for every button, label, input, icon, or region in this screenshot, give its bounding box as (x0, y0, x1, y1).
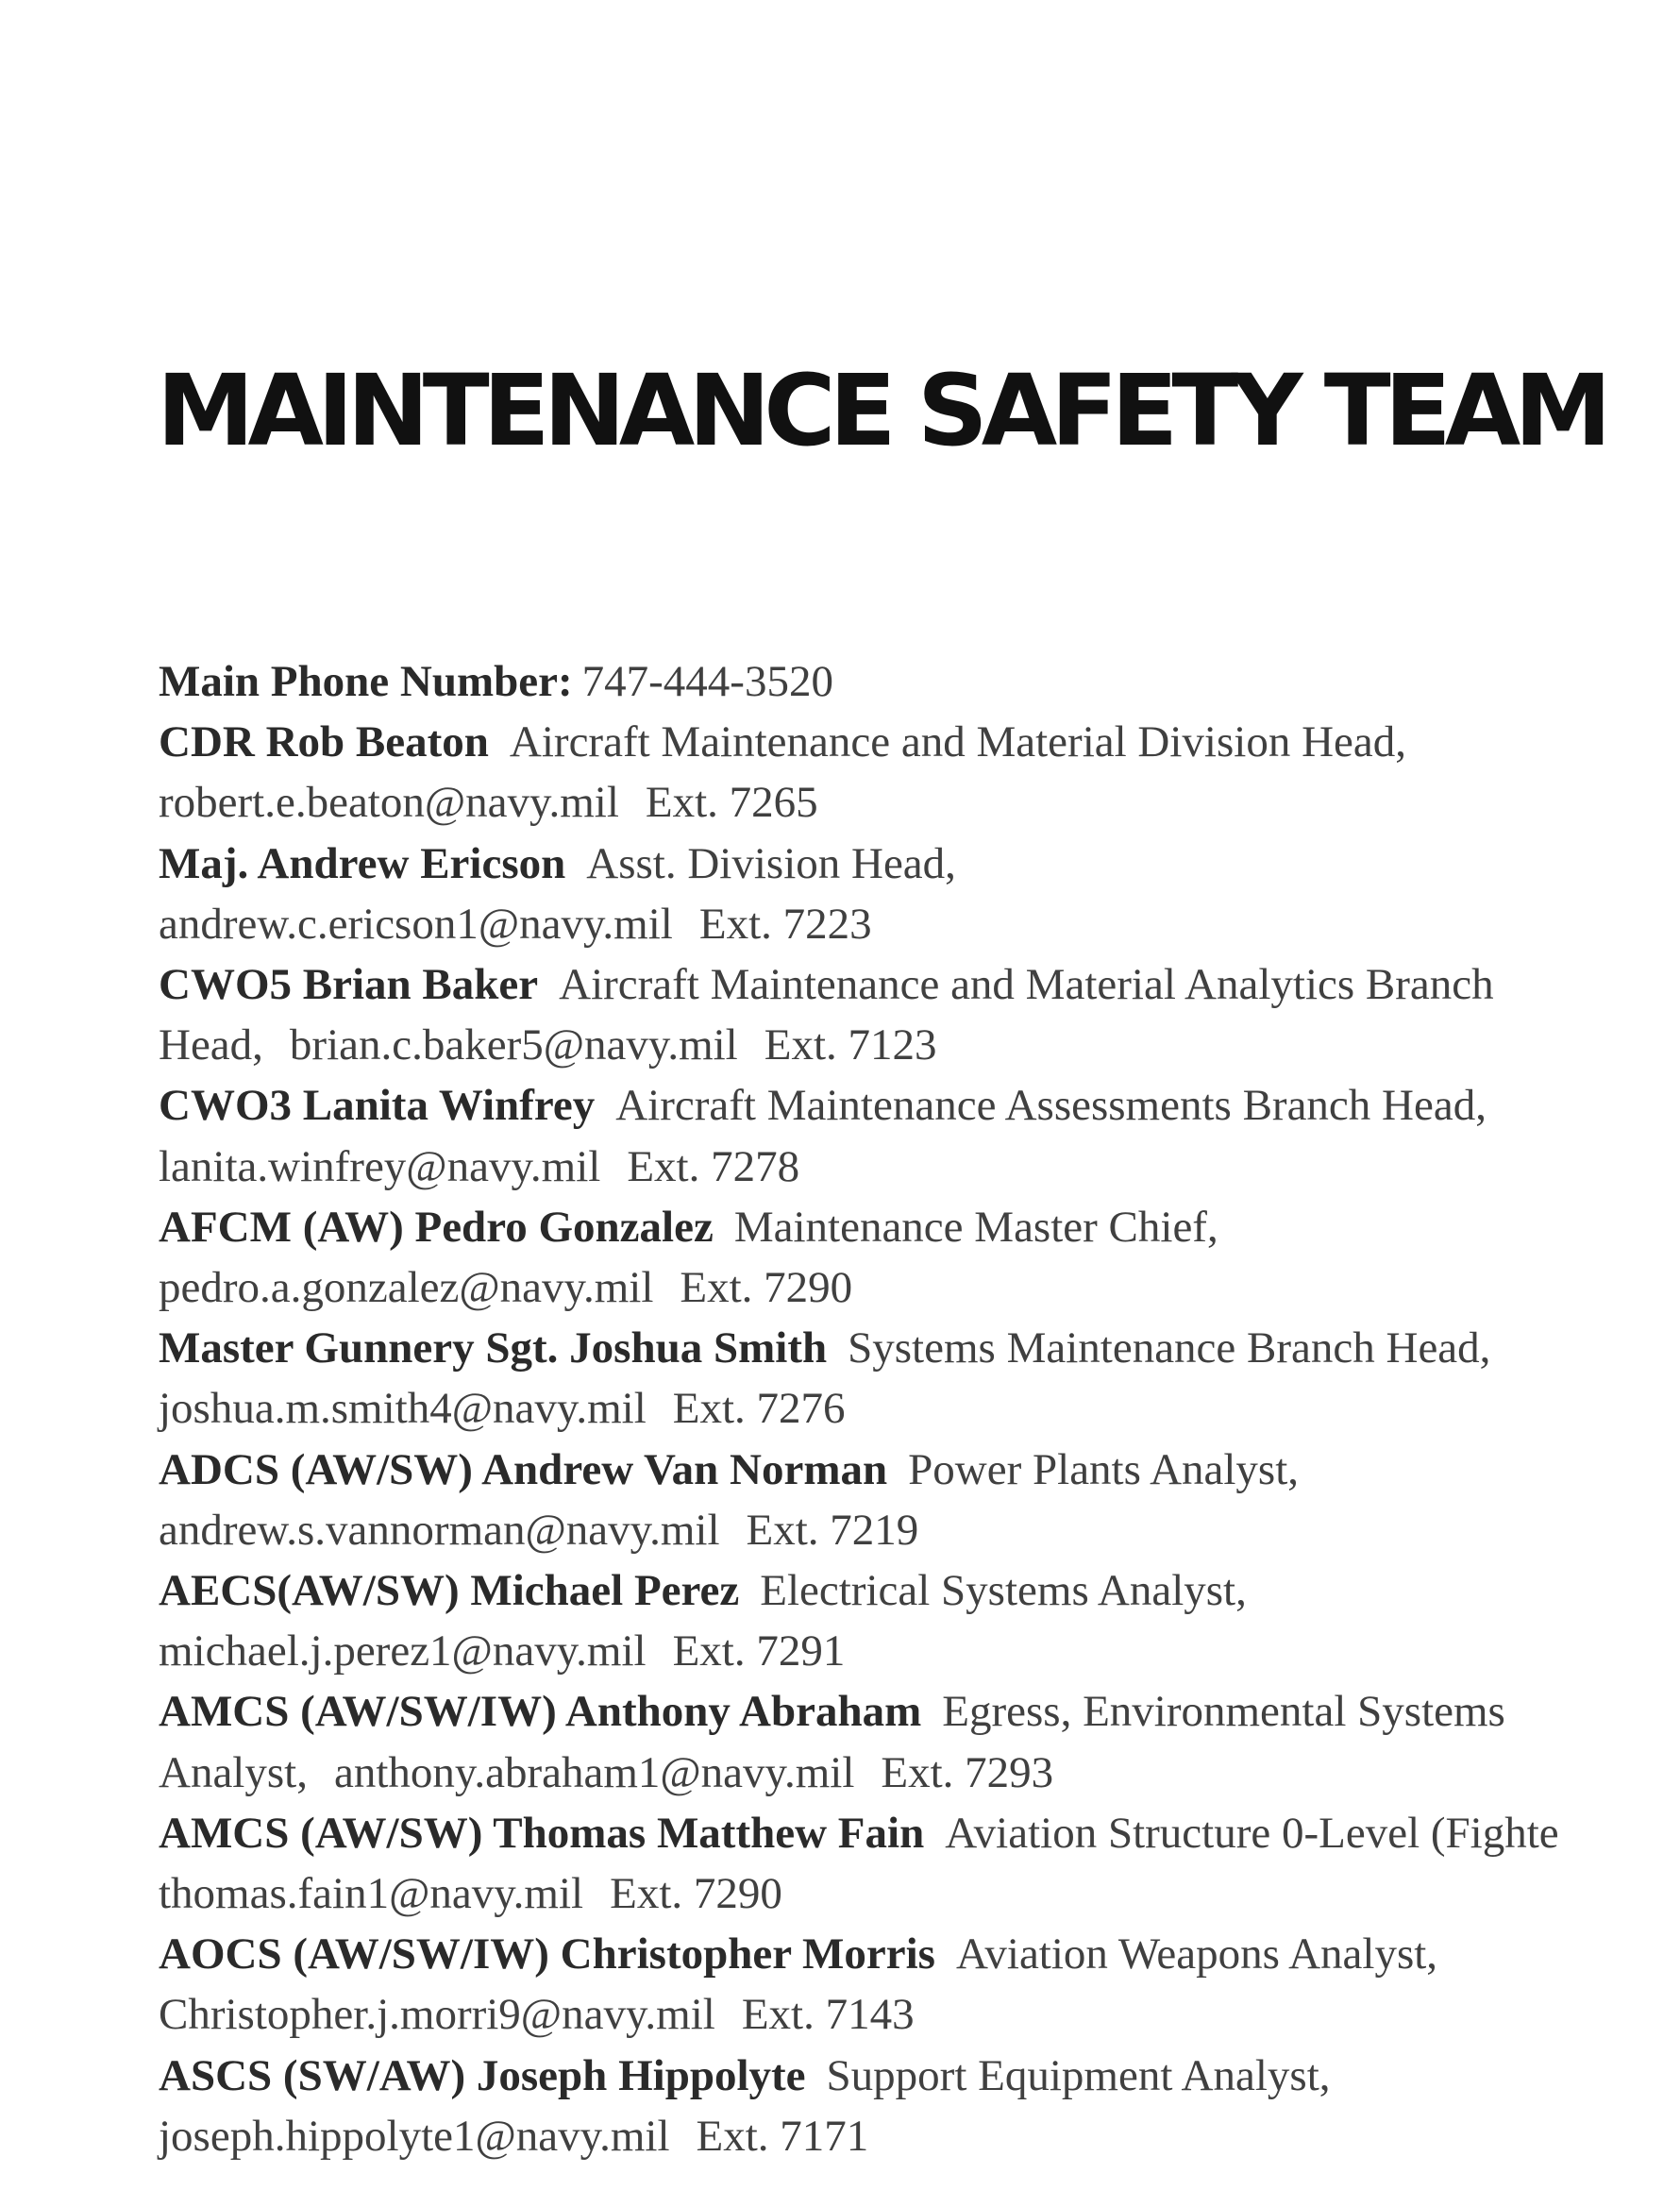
contact-detail-line (159, 772, 1680, 833)
contact-detail-line (159, 2106, 1680, 2166)
contact-detail-line (159, 1743, 1680, 1803)
contact-name: CDR Rob Beaton (159, 717, 489, 767)
contact-role: Egress, Environmental Systems (942, 1687, 1505, 1737)
contact-extension: Ext. 7143 (741, 1990, 915, 2040)
contact-detail-line (159, 894, 1680, 954)
contact-role: Maintenance Master Chief, (733, 1202, 1218, 1252)
contact-name: Maj. Andrew Ericson (159, 838, 566, 888)
contact-name-line (159, 712, 1680, 772)
contact-extension: Ext. 7276 (672, 1384, 846, 1434)
main-phone-value: 747-444-3520 (581, 657, 833, 706)
main-phone-label: Main Phone Number: (159, 657, 573, 706)
contact-name: AOCS (AW/SW/IW) Christopher Morris (159, 1929, 935, 1979)
contact-role: Asst. Division Head, (586, 838, 956, 888)
contact-email: michael.j.perez1@navy.mil (159, 1626, 647, 1676)
contact-name-line (159, 1440, 1680, 1500)
contact-email: pedro.a.gonzalez@navy.mil (159, 1263, 654, 1313)
contact-email: joseph.hippolyte1@navy.mil (159, 2111, 670, 2161)
contact-detail-line (159, 1137, 1680, 1197)
contact-email: anthony.abraham1@navy.mil (333, 1747, 855, 1797)
contact-name-line (159, 1924, 1680, 1984)
contact-email: brian.c.baker5@navy.mil (289, 1020, 738, 1070)
contact-role: Systems Maintenance Branch Head, (848, 1323, 1491, 1373)
contact-detail-line (159, 1015, 1680, 1075)
contact-extension: Ext. 7290 (610, 1869, 782, 1919)
contact-detail-line (159, 1621, 1680, 1681)
page-title: MAINTENANCE SAFETY TEAM (157, 353, 1605, 468)
contact-name-line (159, 1560, 1680, 1621)
contact-name: AECS(AW/SW) Michael Perez (159, 1566, 740, 1616)
contact-role: Support Equipment Analyst, (826, 2050, 1331, 2100)
contact-extension: Ext. 7278 (627, 1141, 800, 1191)
contact-extension: Ext. 7290 (680, 1263, 853, 1313)
contact-role: Aircraft Maintenance and Material Division Head, (509, 717, 1406, 767)
contact-extension: Ext. 7171 (696, 2111, 869, 2161)
contact-email: andrew.s.vannorman@navy.mil (159, 1505, 720, 1555)
contact-list (159, 651, 1680, 2166)
contact-name-line (159, 2046, 1680, 2106)
contact-detail-line (159, 1500, 1680, 1560)
contact-name-line (159, 834, 1680, 894)
contact-extension: Ext. 7291 (672, 1626, 846, 1676)
contact-name: ADCS (AW/SW) Andrew Van Norman (159, 1444, 888, 1494)
contact-role: Aircraft Maintenance and Material Analytics Branch (559, 960, 1494, 1010)
contact-role-continued: Head, (159, 1020, 263, 1070)
contact-email: joshua.m.smith4@navy.mil (159, 1384, 647, 1434)
contact-extension: Ext. 7293 (881, 1747, 1054, 1797)
contact-detail-line (159, 1257, 1680, 1318)
contact-extension: Ext. 7223 (698, 899, 872, 949)
contact-name-line (159, 954, 1680, 1015)
contact-name: AFCM (AW) Pedro Gonzalez (159, 1202, 714, 1252)
contact-name: AMCS (AW/SW/IW) Anthony Abraham (159, 1687, 922, 1737)
contact-name-line (159, 1075, 1680, 1136)
main-phone-line (159, 651, 1680, 712)
contact-detail-line (159, 1378, 1680, 1439)
contact-name-line (159, 1318, 1680, 1378)
contact-extension: Ext. 7265 (645, 778, 818, 828)
contact-name-line (159, 1197, 1680, 1257)
contact-email: Christopher.j.morri9@navy.mil (159, 1990, 715, 2040)
contact-name: Master Gunnery Sgt. Joshua Smith (159, 1323, 828, 1373)
contact-name: AMCS (AW/SW) Thomas Matthew Fain (159, 1808, 925, 1858)
contact-role-continued: Analyst, (159, 1747, 308, 1797)
contact-role: Aviation Structure 0-Level (Fighte (945, 1808, 1559, 1858)
contact-detail-line (159, 1984, 1680, 2045)
contact-role: Aviation Weapons Analyst, (955, 1929, 1438, 1979)
contact-detail-line (159, 1863, 1680, 1924)
contact-email: andrew.c.ericson1@navy.mil (159, 899, 673, 949)
contact-extension: Ext. 7219 (746, 1505, 919, 1555)
contact-role: Aircraft Maintenance Assessments Branch Head, (615, 1081, 1487, 1131)
contact-name: ASCS (SW/AW) Joseph Hippolyte (159, 2050, 806, 2100)
contact-name: CWO5 Brian Baker (159, 960, 539, 1010)
contact-name: CWO3 Lanita Winfrey (159, 1081, 596, 1131)
contact-name-line (159, 1803, 1680, 1863)
contact-role: Electrical Systems Analyst, (760, 1566, 1247, 1616)
contact-email: thomas.fain1@navy.mil (159, 1869, 584, 1919)
contact-extension: Ext. 7123 (764, 1020, 937, 1070)
contact-email: robert.e.beaton@navy.mil (159, 778, 619, 828)
contact-name-line (159, 1681, 1680, 1742)
contact-email: lanita.winfrey@navy.mil (159, 1141, 601, 1191)
contact-role: Power Plants Analyst, (908, 1444, 1300, 1494)
